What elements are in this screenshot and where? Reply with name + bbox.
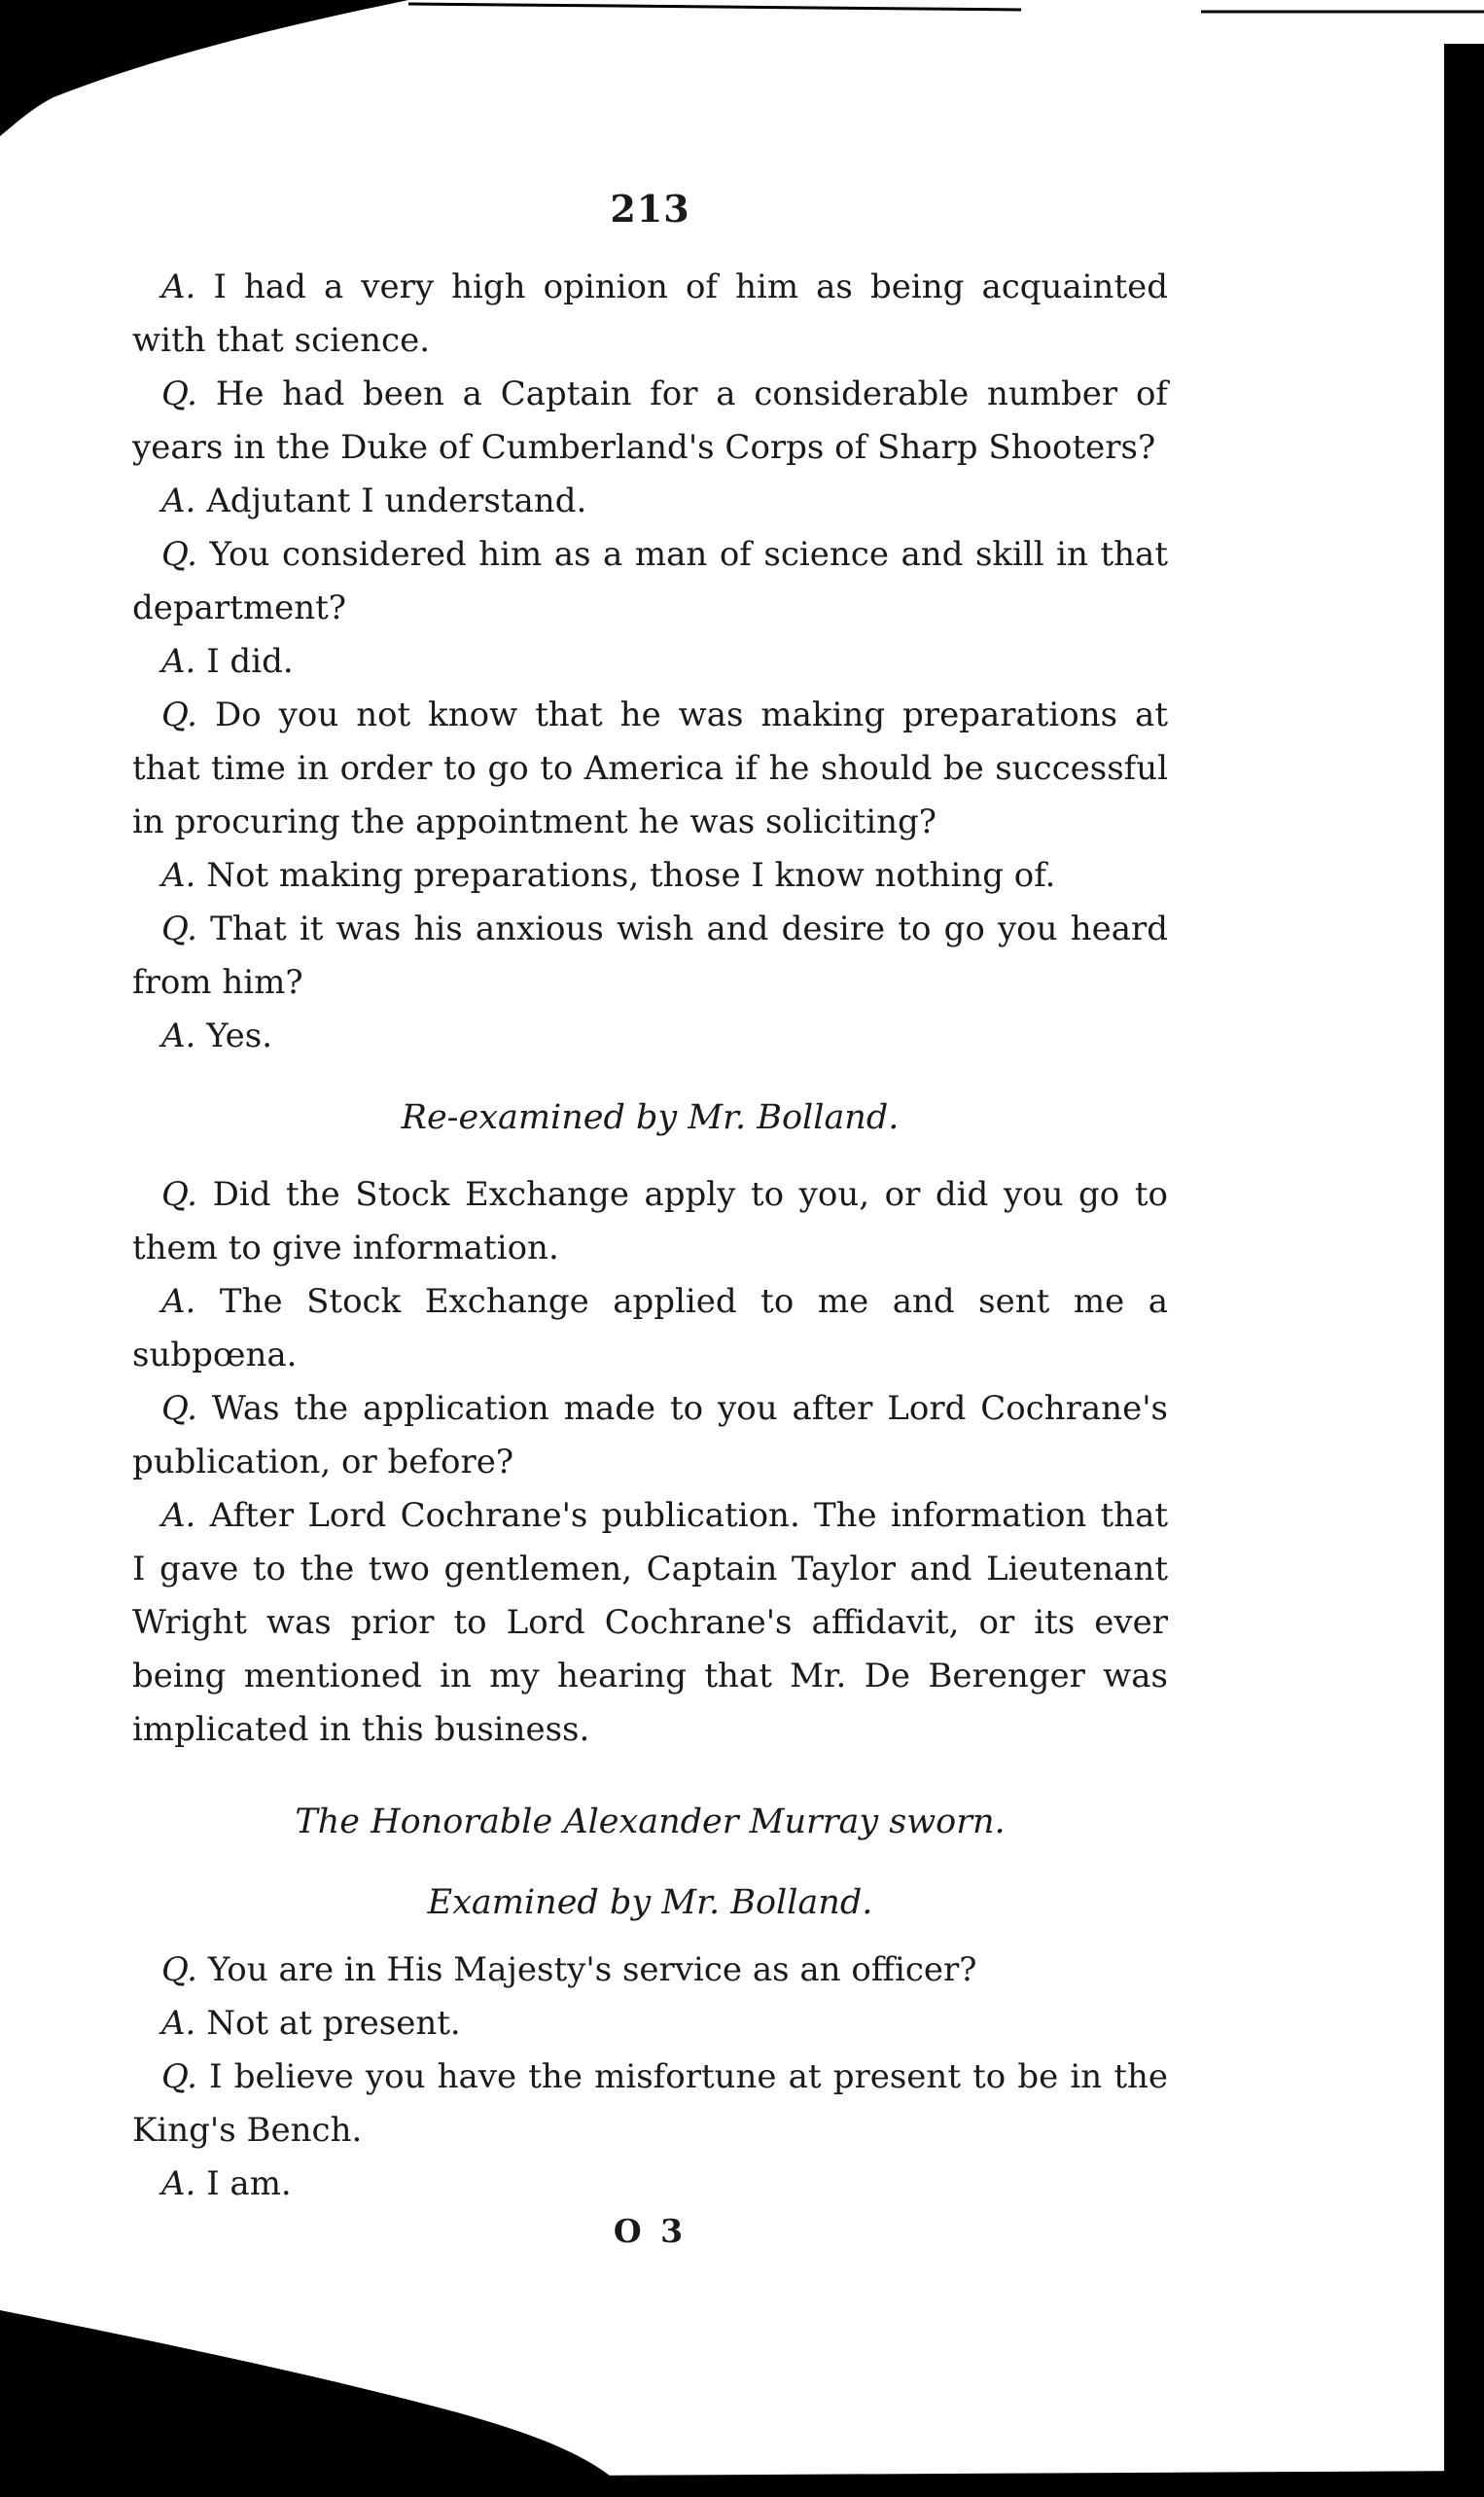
paragraph-text: You considered him as a man of science and skill in that department? xyxy=(132,535,1168,627)
witness-sworn-heading: The Honorable Alexander Murray sworn. xyxy=(295,1802,1006,1841)
bottom-left-curl-shadow xyxy=(0,2310,632,2497)
paragraph-text: Not at present. xyxy=(206,2004,461,2043)
right-binding-shadow xyxy=(1444,44,1484,2497)
book-page xyxy=(132,175,1168,2266)
paragraph-text: I had a very high opinion of him as being acquainted with that science. xyxy=(132,268,1169,360)
speaker-label: A. xyxy=(161,1017,196,1055)
testimony-paragraph xyxy=(132,528,1168,635)
testimony-text xyxy=(132,261,1168,2211)
paragraph-text: You are in His Majesty's service as an officer? xyxy=(207,1950,977,1989)
speaker-label: Q. xyxy=(161,696,197,734)
testimony-paragraph xyxy=(132,903,1168,1010)
examination-heading: Examined by Mr. Bolland. xyxy=(427,1883,873,1922)
paragraph-text: Do you not know that he was making preparations at that time in order to go to America if he should be successful in procuring the appointment he was soliciting? xyxy=(132,696,1168,841)
signature-mark: O 3 xyxy=(613,2212,688,2250)
speaker-label: Q. xyxy=(161,1175,197,1214)
bottom-edge-shadow xyxy=(583,2471,1484,2497)
paragraph-text: Did the Stock Exchange apply to you, or did you go to them to give information. xyxy=(132,1175,1168,1267)
top-left-curl-shadow xyxy=(0,0,408,136)
paragraph-text: I believe you have the misfortune at present to be in the King's Bench. xyxy=(132,2057,1168,2150)
testimony-paragraph xyxy=(132,635,1168,689)
testimony-paragraph xyxy=(132,689,1168,849)
paragraph-text: He had been a Captain for a considerable number of years in the Duke of Cumberland's Corps of Sharp Shooters? xyxy=(132,375,1168,467)
speaker-label: Q. xyxy=(161,375,197,413)
speaker-label: A. xyxy=(161,2164,196,2203)
speaker-label: A. xyxy=(161,1496,196,1535)
testimony-paragraph xyxy=(132,1010,1168,1063)
testimony-paragraph xyxy=(132,368,1168,475)
testimony-paragraph xyxy=(132,1944,1168,1997)
speaker-label: A. xyxy=(161,856,196,895)
testimony-paragraph xyxy=(132,475,1168,528)
speaker-label: Q. xyxy=(161,1389,197,1428)
reexamination-heading: Re-examined by Mr. Bolland. xyxy=(401,1098,900,1137)
speaker-label: A. xyxy=(161,1282,196,1321)
paragraph-text: Adjutant I understand. xyxy=(206,482,587,520)
paragraph-text: I am. xyxy=(206,2164,292,2203)
paragraph-text: Not making preparations, those I know nothing of. xyxy=(206,856,1056,895)
page-number: 213 xyxy=(610,187,690,231)
top-edge-line xyxy=(408,4,1021,10)
testimony-paragraph xyxy=(132,2158,1168,2211)
paragraph-text: Was the application made to you after Lord Cochrane's publication, or before? xyxy=(132,1389,1168,1481)
paragraph-text: The Stock Exchange applied to me and sent me a subpœna. xyxy=(132,1282,1168,1374)
testimony-paragraph xyxy=(132,2051,1168,2158)
speaker-label: A. xyxy=(161,268,196,306)
paragraph-text: That it was his anxious wish and desire to go you heard from him? xyxy=(132,910,1168,1002)
testimony-paragraph xyxy=(132,1168,1168,1275)
testimony-paragraph xyxy=(132,1382,1168,1489)
testimony-paragraph xyxy=(132,261,1168,368)
paragraph-text: Yes. xyxy=(206,1017,273,1055)
testimony-paragraph xyxy=(132,849,1168,903)
testimony-paragraph xyxy=(132,1275,1168,1382)
testimony-paragraph xyxy=(132,1997,1168,2051)
speaker-label: A. xyxy=(161,642,196,681)
speaker-label: A. xyxy=(161,2004,196,2043)
speaker-label: Q. xyxy=(161,1950,197,1989)
speaker-label: Q. xyxy=(161,2057,197,2096)
speaker-label: Q. xyxy=(161,910,197,948)
speaker-label: A. xyxy=(161,482,196,520)
speaker-label: Q. xyxy=(161,535,197,574)
paragraph-text: After Lord Cochrane's publication. The information that I gave to the two gentlemen, Captain Taylor and Lieutenant Wright was prior to Lord Cochrane's affidavit, or its ever being mentioned in my hearing that Mr. De Berenger was implicated in this business. xyxy=(132,1496,1169,1749)
testimony-paragraph xyxy=(132,1489,1168,1757)
paragraph-text: I did. xyxy=(206,642,294,681)
